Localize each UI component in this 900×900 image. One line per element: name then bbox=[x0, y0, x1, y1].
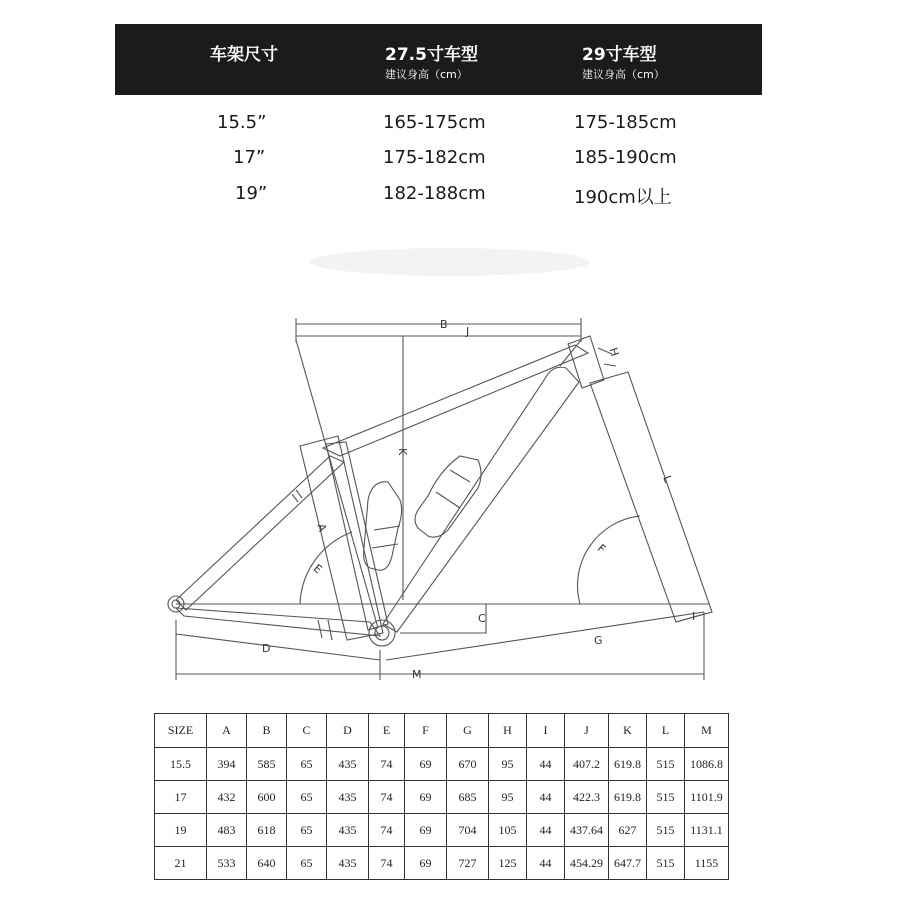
table-cell: 515 bbox=[647, 748, 685, 781]
height-29: 175-185cm bbox=[574, 112, 677, 133]
table-cell: 618 bbox=[247, 814, 287, 847]
table-cell: 69 bbox=[405, 814, 447, 847]
column-header: G bbox=[447, 714, 489, 748]
table-cell: 17 bbox=[155, 781, 207, 814]
column-header: L bbox=[647, 714, 685, 748]
column-header: B bbox=[247, 714, 287, 748]
column-header: SIZE bbox=[155, 714, 207, 748]
table-cell: 619.8 bbox=[609, 748, 647, 781]
faint-shadow bbox=[310, 248, 590, 276]
table-cell: 435 bbox=[327, 781, 369, 814]
angle-arc-e bbox=[300, 532, 352, 604]
frame-size: 19” bbox=[235, 183, 268, 204]
table-cell: 44 bbox=[527, 847, 565, 880]
size-row bbox=[0, 112, 900, 140]
table-cell: 515 bbox=[647, 847, 685, 880]
label-i: I bbox=[692, 610, 696, 623]
label-g: G bbox=[594, 634, 603, 647]
dimension-g bbox=[386, 612, 704, 660]
label-e: E bbox=[310, 561, 325, 577]
column-header: F bbox=[405, 714, 447, 748]
column-header: C bbox=[287, 714, 327, 748]
table-cell: 74 bbox=[369, 814, 405, 847]
table-cell: 640 bbox=[247, 847, 287, 880]
table-cell: 704 bbox=[447, 814, 489, 847]
table-cell: 69 bbox=[405, 847, 447, 880]
table-cell: 1086.8 bbox=[685, 748, 729, 781]
size-table-header: 车架尺寸 27.5寸车型 建议身高（cm） 29寸车型 建议身高（cm） bbox=[115, 24, 762, 95]
table-header-row bbox=[155, 714, 729, 748]
table-cell: 105 bbox=[489, 814, 527, 847]
label-b: B bbox=[440, 318, 448, 331]
table-cell: 585 bbox=[247, 748, 287, 781]
table-row bbox=[155, 748, 729, 781]
table-cell: 19 bbox=[155, 814, 207, 847]
angle-arc-f bbox=[578, 516, 640, 604]
table-cell: 533 bbox=[207, 847, 247, 880]
table-cell: 1155 bbox=[685, 847, 729, 880]
table-cell: 95 bbox=[489, 748, 527, 781]
column-header: A bbox=[207, 714, 247, 748]
table-cell: 670 bbox=[447, 748, 489, 781]
table-cell: 394 bbox=[207, 748, 247, 781]
table-cell: 685 bbox=[447, 781, 489, 814]
table-cell: 65 bbox=[287, 781, 327, 814]
frame-size: 17” bbox=[233, 147, 266, 168]
height-29: 190cm以上 bbox=[574, 187, 672, 208]
table-cell: 69 bbox=[405, 748, 447, 781]
table-row bbox=[155, 814, 729, 847]
label-h: H bbox=[606, 345, 622, 358]
table-cell: 432 bbox=[207, 781, 247, 814]
seat-stay bbox=[176, 456, 344, 610]
table-cell: 44 bbox=[527, 781, 565, 814]
head-tube-l bbox=[590, 372, 712, 622]
label-j: J bbox=[466, 325, 470, 338]
table-cell: 44 bbox=[527, 748, 565, 781]
label-f: F bbox=[594, 541, 609, 556]
table-cell: 422.3 bbox=[565, 781, 609, 814]
table-cell: 21 bbox=[155, 847, 207, 880]
table-cell: 627 bbox=[609, 814, 647, 847]
frame-geometry-diagram bbox=[0, 230, 900, 700]
height-275: 165-175cm bbox=[383, 112, 486, 133]
water-bottle-1 bbox=[364, 482, 402, 570]
top-tube bbox=[323, 345, 588, 456]
table-cell: 74 bbox=[369, 748, 405, 781]
table-cell: 435 bbox=[327, 847, 369, 880]
size-row bbox=[0, 147, 900, 175]
dimension-d bbox=[176, 634, 380, 660]
table-cell: 515 bbox=[647, 814, 685, 847]
chain-stay bbox=[176, 608, 380, 636]
geometry-table bbox=[154, 713, 729, 880]
height-275: 175-182cm bbox=[383, 147, 486, 168]
label-l: L bbox=[660, 473, 675, 485]
column-header: J bbox=[565, 714, 609, 748]
table-cell: 125 bbox=[489, 847, 527, 880]
table-cell: 407.2 bbox=[565, 748, 609, 781]
table-cell: 619.8 bbox=[609, 781, 647, 814]
column-header: E bbox=[369, 714, 405, 748]
table-cell: 454.29 bbox=[565, 847, 609, 880]
table-cell: 69 bbox=[405, 781, 447, 814]
label-d: D bbox=[262, 642, 271, 655]
table-cell: 437.64 bbox=[565, 814, 609, 847]
table-cell: 727 bbox=[447, 847, 489, 880]
height-29: 185-190cm bbox=[574, 147, 677, 168]
down-tube bbox=[383, 367, 579, 632]
column-header: H bbox=[489, 714, 527, 748]
table-cell: 515 bbox=[647, 781, 685, 814]
label-m: M bbox=[412, 668, 422, 681]
table-cell: 65 bbox=[287, 847, 327, 880]
table-cell: 74 bbox=[369, 847, 405, 880]
table-cell: 435 bbox=[327, 814, 369, 847]
label-k: K bbox=[396, 448, 409, 456]
table-cell: 74 bbox=[369, 781, 405, 814]
column-header: I bbox=[527, 714, 565, 748]
seat-tube-a bbox=[300, 436, 383, 640]
label-a: A bbox=[314, 521, 330, 534]
table-cell: 435 bbox=[327, 748, 369, 781]
table-row bbox=[155, 781, 729, 814]
table-cell: 483 bbox=[207, 814, 247, 847]
column-header: D bbox=[327, 714, 369, 748]
table-cell: 95 bbox=[489, 781, 527, 814]
table-cell: 647.7 bbox=[609, 847, 647, 880]
column-header: K bbox=[609, 714, 647, 748]
table-cell: 600 bbox=[247, 781, 287, 814]
table-cell: 44 bbox=[527, 814, 565, 847]
height-275: 182-188cm bbox=[383, 183, 486, 204]
label-c: C bbox=[478, 612, 486, 625]
table-cell: 65 bbox=[287, 814, 327, 847]
frame-size: 15.5” bbox=[217, 112, 267, 133]
table-cell: 65 bbox=[287, 748, 327, 781]
dimension-c bbox=[400, 604, 486, 633]
table-row bbox=[155, 847, 729, 880]
column-header: M bbox=[685, 714, 729, 748]
table-cell: 15.5 bbox=[155, 748, 207, 781]
table-cell: 1101.9 bbox=[685, 781, 729, 814]
size-row bbox=[0, 183, 900, 211]
table-cell: 1131.1 bbox=[685, 814, 729, 847]
